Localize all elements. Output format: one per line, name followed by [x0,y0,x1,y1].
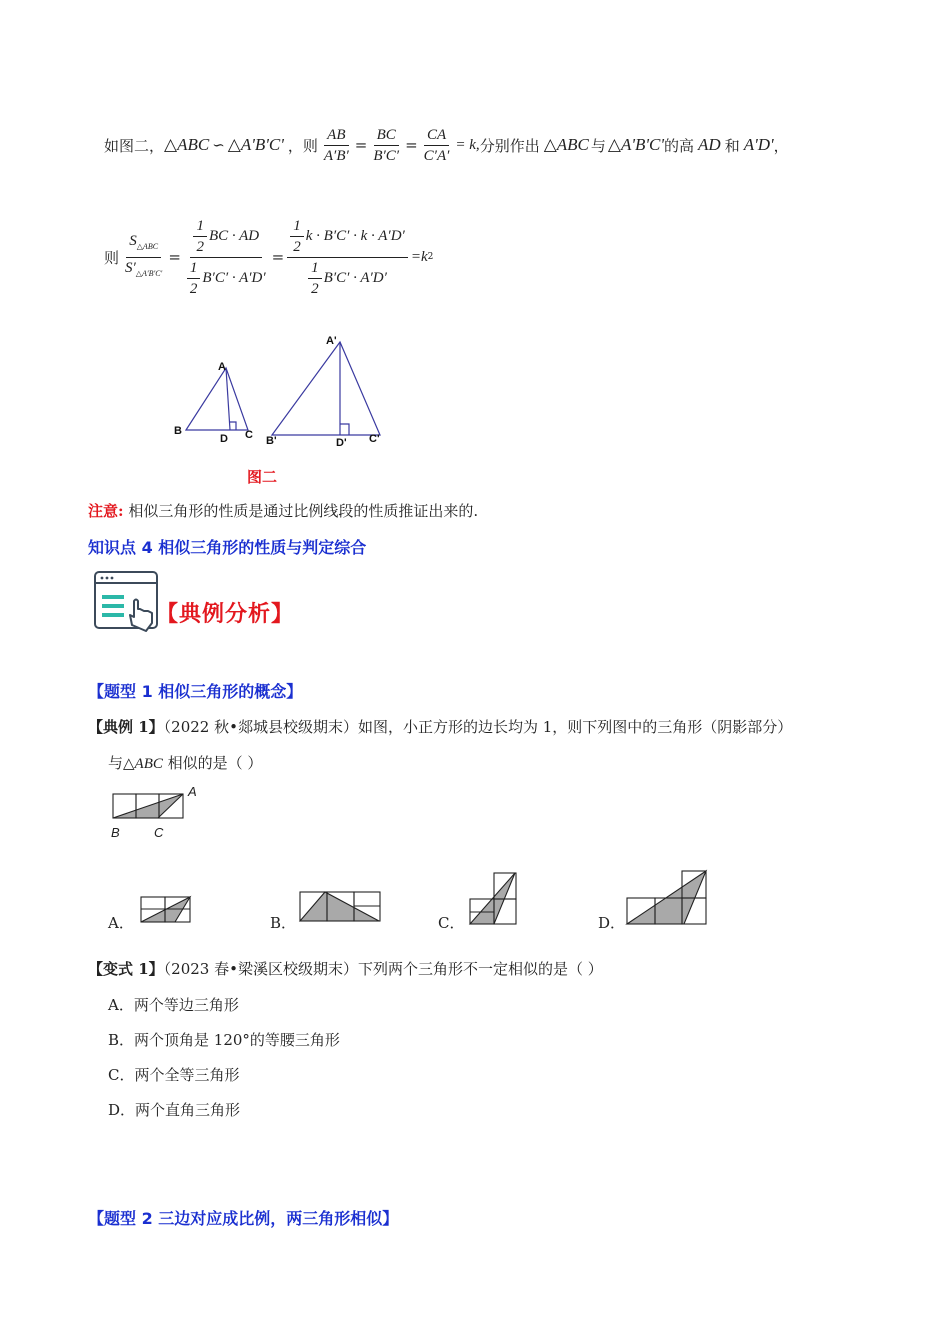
similarity-statement: 如图二， △ABC ∽ △A'B'C' ，则 $\frac{AB}{A'B'}$ = $\frac{BC}{B'C'}$ = $\frac{CA}{C'A'}$ = k, 分别作出 △ABC 与 △A'B'C' 的高 AD 和 A'D' ， [104,126,789,164]
banner-text: 【典例分析】 [156,602,295,627]
ref-label-b: B [111,825,120,840]
middle-fraction: $\frac{1}{2}$ BC · AD $\frac{1}{2}$ B′C′ · A′D′ [184,217,269,298]
example1-reference-figure [106,784,206,844]
type2-title: 【题型 2 三边对应成比例，两三角形相似】 [88,1209,399,1228]
example-banner [94,571,304,637]
example1-text: （2022 秋•郯城县校级期末）如图，小正方形的边长均为 1，则下列图中的三角形（阴影部分） [163,718,793,736]
example1-line2: 与△ABC 相似的是（ ） [108,754,263,772]
note-label: 注意: [88,502,124,520]
label-a1: A' [326,335,337,347]
ratio-ca: $\frac{CA}{C'A'}$ [423,126,450,164]
figure-2-triangles [160,328,400,453]
browser-pointer-icon [94,571,160,635]
option-c-label[interactable]: C． [438,914,465,932]
label-c: C [245,429,253,441]
label-b1: B' [266,435,277,447]
triangle-a1b1c1-2: △A'B'C' [607,135,664,154]
right-angle-mark-2 [340,424,349,435]
similar-symbol: ∽ [212,136,225,154]
variant1-option-c[interactable]: C．两个全等三角形 [108,1066,240,1084]
ref-label-a: A [188,784,197,799]
label-d: D [220,433,228,445]
label-c1: C' [369,433,380,445]
ratio-ab: $\frac{AB}{A'B'}$ [323,126,349,164]
option-b-label[interactable]: B． [270,914,297,932]
k-tail: = k, [455,136,480,153]
triangle-abc-shape [186,368,248,430]
de-gao-text: 的高 [664,136,695,155]
ze-text: 则 [104,248,120,267]
example1-line1 [88,716,792,737]
segment-ad: AD [698,135,721,154]
yu-text: 与 [590,136,606,155]
area-ratio: $\frac{S_{\triangle ABC}}{S'_{\triangle A'B'C'}}$ [125,232,163,278]
variant1-text: （2023 春•梁溪区校级期末）下列两个三角形不一定相似的是（ ） [163,960,603,978]
ref-label-c: C [154,825,164,840]
variant1-option-d[interactable]: D．两个直角三角形 [108,1101,241,1119]
result-k: =k [410,248,428,265]
he-text: 和 [724,136,740,155]
triangle-a1b1c1: △A'B'C' [227,135,284,154]
area-ratio-formula: 则 $\frac{S_{\triangle ABC}}{S'_{\triangle A'B'C'}}$ = $\frac{1}{2}$ BC · AD $\frac{1}{2}$ B′C′ · A′D′ = $\frac{1}{2}$ k · B′C′ · k · A′D′ $\frac{1}{2}$ B′C′ · A′D′ =k 2 [104,217,434,297]
option-a-label[interactable]: A． [108,914,134,932]
variant1-option-b[interactable]: B．两个顶角是 120°的等腰三角形 [108,1031,340,1049]
then-text: ，则 [287,136,318,155]
note-line [88,500,478,521]
variant1-label: 【变式 1】 [88,960,164,978]
note-text: 相似三角形的性质是通过比例线段的性质推证出来的. [128,502,479,520]
right-fraction: $\frac{1}{2}$ k · B′C′ · k · A′D′ $\frac{1}{2}$ B′C′ · A′D′ [287,217,408,298]
example1-label: 【典例 1】 [88,718,164,736]
label-d1: D' [336,437,347,449]
triangle-a1b1c1-shape [272,342,380,435]
label-a: A [218,361,226,373]
variant1-line [88,958,603,979]
end-comma: ， [773,136,789,155]
segment-a1d1: A'D' [743,135,774,154]
type1-title: 【题型 1 相似三角形的概念】 [88,682,303,701]
option-d-label[interactable]: D． [598,914,626,932]
intro-text: 如图二， [104,136,165,155]
option-a-figure[interactable] [138,894,192,926]
option-b-figure[interactable] [297,889,383,925]
option-c-figure[interactable] [464,870,520,928]
figure-2-caption: 图二 [247,468,278,486]
option-d-figure[interactable] [624,868,710,928]
label-b: B [174,425,182,437]
triangle-abc-2: △ABC [543,135,589,154]
variant1-option-a[interactable]: A．两个等边三角形 [108,996,239,1014]
text-mid: 分别作出 [479,136,540,155]
section-title: 知识点 4 相似三角形的性质与判定综合 [88,538,367,557]
ratio-bc: $\frac{BC}{B'C'}$ [373,126,400,164]
right-angle-mark [230,422,236,430]
triangle-abc: △ABC [164,135,210,154]
